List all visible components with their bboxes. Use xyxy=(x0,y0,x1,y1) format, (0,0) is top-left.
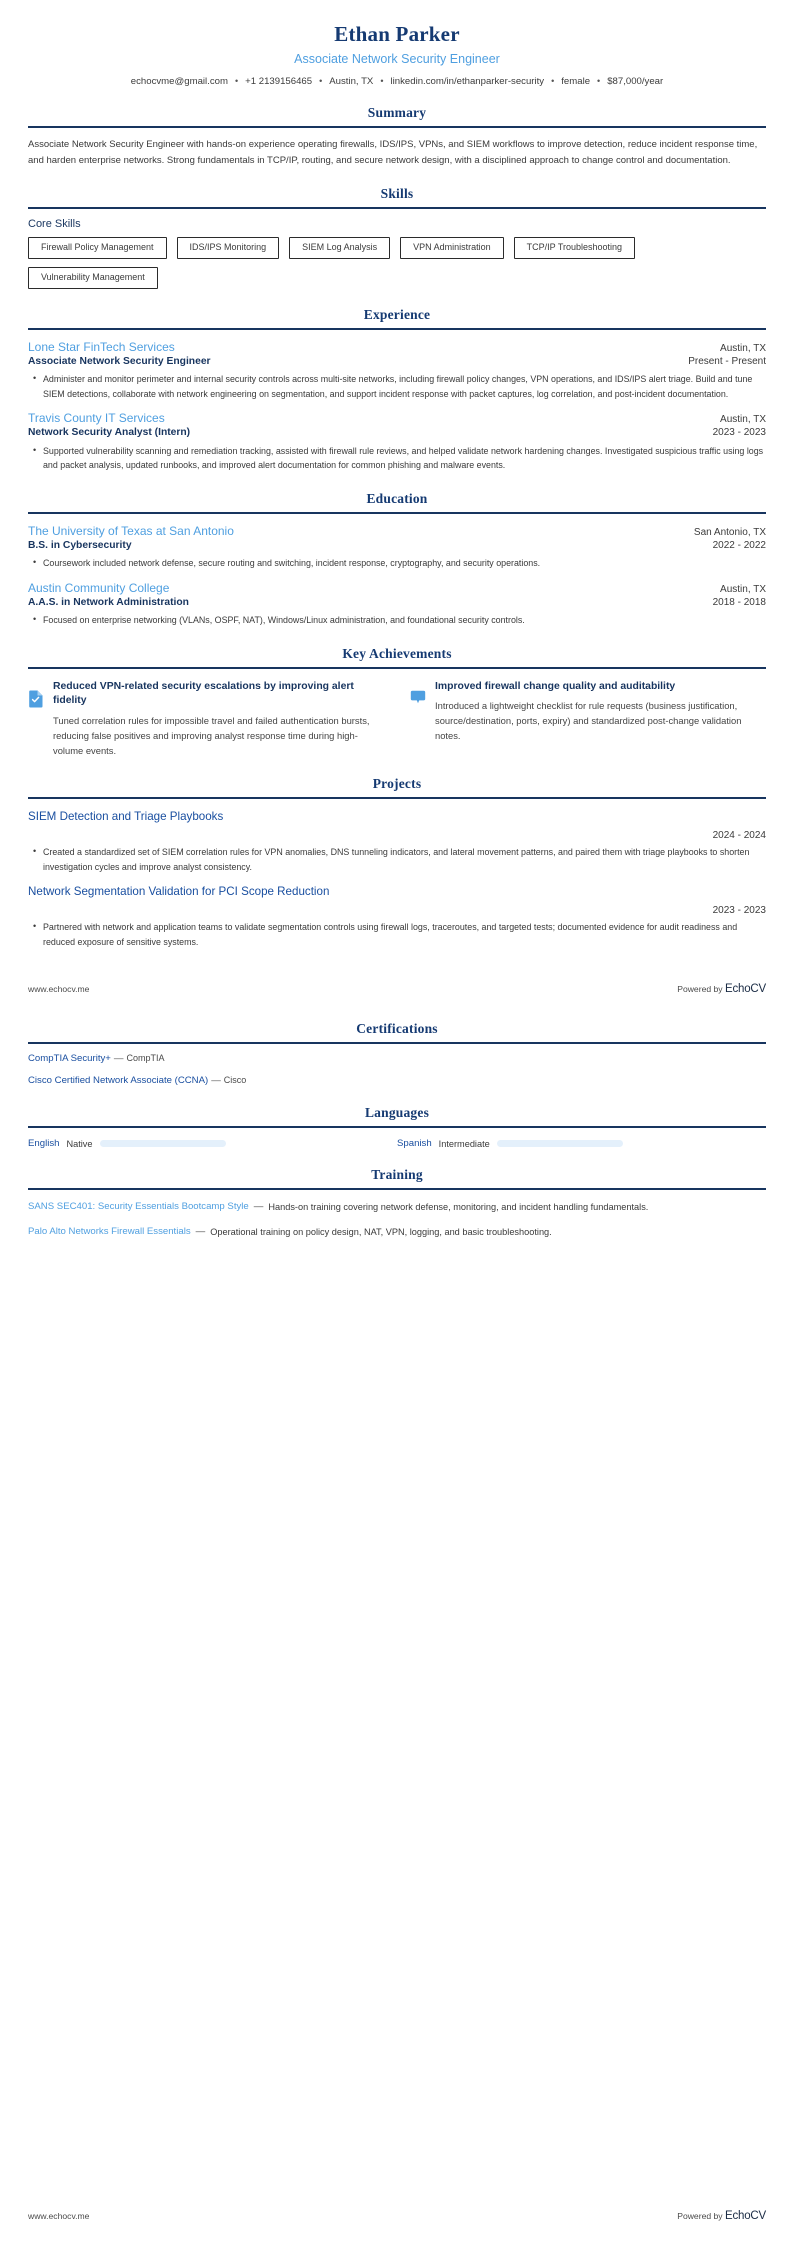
experience-dates: Present - Present xyxy=(688,355,766,367)
certification-name: Cisco Certified Network Associate (CCNA) xyxy=(28,1074,209,1086)
project-bullets xyxy=(28,920,766,949)
language-list xyxy=(28,1138,766,1149)
certification-issuer: CompTIA xyxy=(126,1053,165,1064)
section-divider xyxy=(28,797,766,799)
education-entry xyxy=(28,523,766,571)
experience-role: Network Security Analyst (Intern) xyxy=(28,427,191,439)
language-name: Spanish xyxy=(397,1138,432,1150)
document-check-icon xyxy=(28,690,44,708)
experience-location: Austin, TX xyxy=(720,342,766,354)
contact-email[interactable]: echocvme@gmail.com xyxy=(130,76,228,88)
language-proficiency-bar xyxy=(100,1140,226,1147)
achievement-title: Reduced VPN-related security escalations by improving alert fidelity xyxy=(53,680,354,707)
education-location: San Antonio, TX xyxy=(693,526,766,538)
section-divider xyxy=(28,1126,766,1128)
project-title: Network Segmentation Validation for PCI Scope Reduction xyxy=(28,885,330,899)
certification-item xyxy=(28,1053,766,1065)
section-skills xyxy=(28,186,766,289)
training-item xyxy=(28,1225,766,1240)
education-degree: B.S. in Cybersecurity xyxy=(28,539,132,551)
experience-dates: 2023 - 2023 xyxy=(712,427,766,439)
project-dates: 2024 - 2024 xyxy=(712,830,766,842)
skill-tag: IDS/IPS Monitoring xyxy=(177,237,280,259)
certification-dash: — xyxy=(113,1053,124,1065)
skill-tag: Firewall Policy Management xyxy=(28,237,167,259)
bullet-item: • Supported vulnerability scanning and remediation tracking, assisted with firewall rule reviews, and helped validate network hardening changes. Investigated suspicious traffic using logs and packet analysis, updated runbooks, and improved alert documentation for common phishing and malware events. xyxy=(42,444,766,473)
section-summary xyxy=(28,105,766,168)
bullet-item: • Created a standardized set of SIEM correlation rules for VPN anomalies, DNS tunneling indicators, and lateral movement patterns, and paired them with triage playbooks to shorten investigation cycles and improve analyst consistency. xyxy=(42,845,766,874)
skill-tag: Vulnerability Management xyxy=(28,267,158,289)
achievement-title: Improved firewall change quality and auditability xyxy=(435,680,676,692)
contact-gender: female xyxy=(561,76,591,88)
experience-org: Travis County IT Services xyxy=(28,411,165,426)
contact-separator: • xyxy=(551,75,555,86)
achievement-item xyxy=(28,680,384,759)
education-entry xyxy=(28,580,766,628)
contact-separator: • xyxy=(234,75,239,86)
contact-salary: $87,000/year xyxy=(607,76,664,88)
language-level: Native xyxy=(66,1138,93,1149)
education-bullets xyxy=(28,556,766,570)
project-entry xyxy=(28,884,766,949)
project-entry xyxy=(28,809,766,874)
contact-location: Austin, TX xyxy=(329,76,374,88)
section-divider xyxy=(28,328,766,330)
project-bullets xyxy=(28,845,766,874)
skills-group-label: Core Skills xyxy=(28,217,81,230)
resume-header xyxy=(28,0,766,87)
section-divider xyxy=(28,207,766,209)
page-title: Ethan Parker xyxy=(334,22,460,46)
section-title-achievements: Key Achievements xyxy=(342,645,452,661)
contact-line xyxy=(28,76,766,87)
section-title-skills: Skills xyxy=(380,185,414,201)
education-degree: A.A.S. in Network Administration xyxy=(28,596,189,608)
language-item xyxy=(28,1138,397,1149)
section-divider xyxy=(28,512,766,514)
section-languages xyxy=(28,1105,766,1149)
section-certifications xyxy=(28,1021,766,1087)
skill-tag: VPN Administration xyxy=(400,237,504,259)
experience-entry xyxy=(28,339,766,401)
section-projects xyxy=(28,776,766,949)
section-title-training: Training xyxy=(371,1167,423,1183)
section-title-experience: Experience xyxy=(363,306,431,322)
language-item xyxy=(397,1138,766,1149)
page-footer-mid xyxy=(0,983,794,995)
training-dash: — xyxy=(253,1201,264,1213)
certification-issuer: Cisco xyxy=(223,1074,247,1085)
training-description: Hands-on training covering network defense, monitoring, and incident handling fundamentals. xyxy=(268,1202,649,1213)
skill-tag: SIEM Log Analysis xyxy=(289,237,390,259)
certification-item xyxy=(28,1075,766,1087)
achievement-description: Tuned correlation rules for impossible travel and failed authentication bursts, reducing false positives and improving analyst response time during high-volume events. xyxy=(53,715,370,757)
contact-linkedin[interactable]: linkedin.com/in/ethanparker-security xyxy=(390,76,545,88)
section-title-languages: Languages xyxy=(364,1105,430,1121)
footer-powered-prefix: Powered by xyxy=(677,984,723,995)
footer-powered-by xyxy=(677,2210,766,2222)
education-location: Austin, TX xyxy=(720,583,766,595)
section-title-summary: Summary xyxy=(367,105,427,121)
contact-separator: • xyxy=(380,75,384,86)
footer-url[interactable]: www.echocv.me xyxy=(28,2211,90,2221)
section-title-projects: Projects xyxy=(372,776,422,792)
training-name: Palo Alto Networks Firewall Essentials xyxy=(28,1225,191,1237)
achievement-item xyxy=(410,680,766,759)
section-experience xyxy=(28,307,766,473)
certification-name: CompTIA Security+ xyxy=(28,1053,111,1065)
footer-url[interactable]: www.echocv.me xyxy=(28,984,90,995)
footer-brand: EchoCV xyxy=(725,2210,766,2222)
section-title-education: Education xyxy=(366,490,428,506)
experience-location: Austin, TX xyxy=(720,414,766,426)
skill-tag: TCP/IP Troubleshooting xyxy=(514,237,635,259)
education-school: Austin Community College xyxy=(28,580,170,595)
education-dates: 2022 - 2022 xyxy=(712,539,766,551)
contact-phone[interactable]: +1 2139156465 xyxy=(245,76,313,88)
footer-brand: EchoCV xyxy=(725,983,766,996)
experience-bullets xyxy=(28,444,766,473)
bullet-item: • Partnered with network and application teams to validate segmentation controls using firewall logs, traceroutes, and targeted tests; documented evidence for audit readiness and reduced exposure of sensitive systems. xyxy=(42,920,766,949)
speech-bubble-icon xyxy=(410,690,426,708)
experience-role: Associate Network Security Engineer xyxy=(28,355,211,367)
skill-tag-list xyxy=(28,237,766,289)
certification-dash: — xyxy=(211,1074,221,1086)
language-level: Intermediate xyxy=(438,1138,490,1149)
section-divider xyxy=(28,667,766,669)
section-title-certifications: Certifications xyxy=(356,1021,438,1037)
bullet-item: • Focused on enterprise networking (VLANs, OSPF, NAT), Windows/Linux administration, and foundational security controls. xyxy=(42,613,766,627)
achievement-list xyxy=(28,680,766,759)
section-divider xyxy=(28,1042,766,1044)
project-dates: 2023 - 2023 xyxy=(712,905,766,917)
language-proficiency-bar xyxy=(497,1140,623,1147)
education-school: The University of Texas at San Antonio xyxy=(28,523,234,538)
contact-separator: • xyxy=(319,75,323,86)
achievement-description: Introduced a lightweight checklist for rule requests (business justification, source/destination, ports, expiry) and standardized post-change validation notes. xyxy=(435,700,742,742)
section-training xyxy=(28,1167,766,1240)
summary-text: Associate Network Security Engineer with hands-on experience operating firewalls, IDS/IPS, VPNs, and SIEM workflows to improve detection, reduce incident response time, and harden enterprise networks. Strong fundamentals in TCP/IP, routing, and secure network design, with a disciplined approach to change control and documentation. xyxy=(28,139,758,166)
education-dates: 2018 - 2018 xyxy=(712,596,766,608)
header-job-title: Associate Network Security Engineer xyxy=(294,52,500,67)
contact-separator: • xyxy=(597,75,601,86)
footer-powered-by xyxy=(677,983,766,995)
section-education xyxy=(28,491,766,628)
training-item xyxy=(28,1200,766,1215)
footer-powered-prefix: Powered by xyxy=(677,2211,723,2221)
experience-bullets xyxy=(28,372,766,401)
bullet-item: • Administer and monitor perimeter and internal security controls across multi-site networks, including firewall policy changes, VPN operations, and IDS/IPS alert triage. Build and tune SIEM detections, collaborate with network engineering on segmentation, and support incident response with packet captures, log correlation, and post-incident documentation. xyxy=(42,372,766,401)
experience-org: Lone Star FinTech Services xyxy=(28,339,175,354)
section-divider xyxy=(28,126,766,128)
page-footer-bottom xyxy=(0,2210,794,2222)
training-dash: — xyxy=(195,1225,206,1237)
experience-entry xyxy=(28,410,766,472)
section-key-achievements xyxy=(28,646,766,759)
project-title: SIEM Detection and Triage Playbooks xyxy=(28,810,224,824)
section-divider xyxy=(28,1188,766,1190)
education-bullets xyxy=(28,613,766,627)
bullet-item: • Coursework included network defense, secure routing and switching, incident response, cryptography, and security operations. xyxy=(42,556,766,570)
training-description: Operational training on policy design, NAT, VPN, logging, and basic troubleshooting. xyxy=(210,1226,552,1237)
language-name: English xyxy=(28,1138,60,1150)
training-name: SANS SEC401: Security Essentials Bootcamp Style xyxy=(28,1201,249,1213)
